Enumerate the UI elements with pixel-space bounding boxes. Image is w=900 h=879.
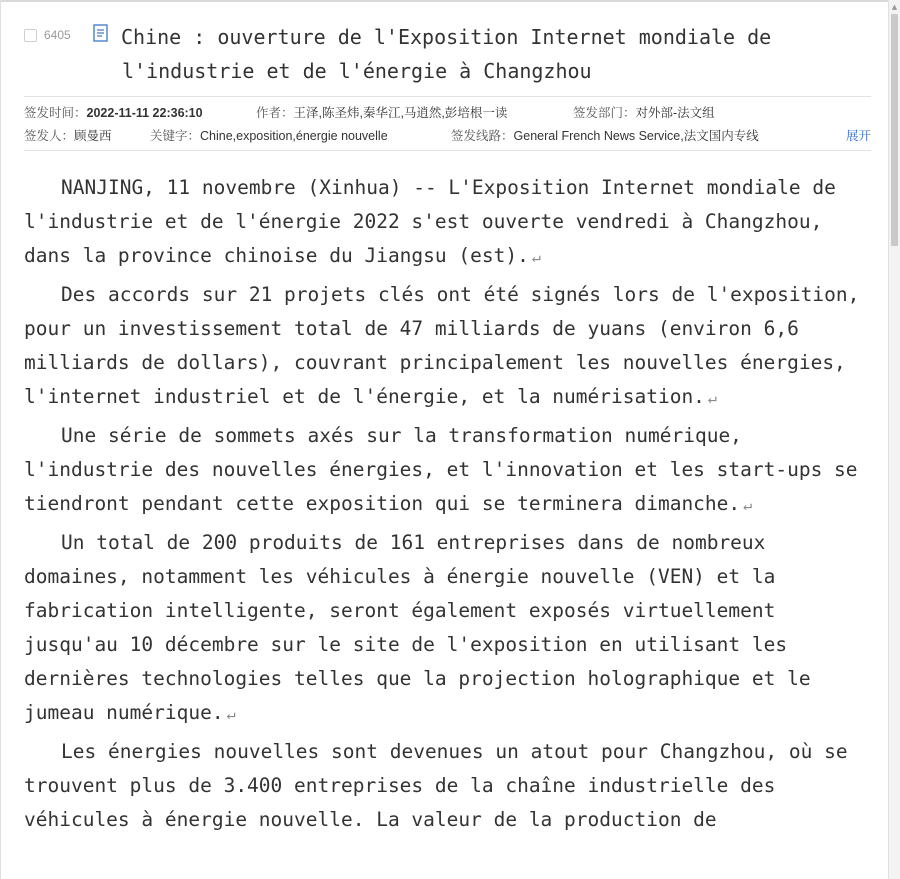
paragraph: [24, 171, 876, 274]
meta-divider: [24, 150, 871, 151]
author-value: 王泽,陈圣炜,秦华江,马逍然,彭培根一读: [293, 106, 508, 120]
article-id: 6405: [44, 28, 71, 42]
paragraph-mark-icon: ↵: [226, 705, 236, 723]
issue-time: [24, 102, 203, 125]
issue-time-value: 2022-11-11 22:36:10: [86, 106, 203, 120]
article-metadata: [24, 96, 871, 151]
scrollbar-thumb[interactable]: [891, 14, 898, 246]
meta-row-1: [24, 102, 871, 125]
author: [256, 102, 507, 125]
paragraph-mark-icon: ↵: [531, 248, 541, 266]
department-value: 对外部-法文组: [635, 106, 715, 120]
author-label: 作者：: [256, 106, 294, 120]
distribution-line-label: 签发线路：: [451, 129, 514, 143]
paragraph-text: NANJING, 11 novembre (Xinhua) -- L'Exposition Internet mondiale de l'industrie et de l'énergie 2022 s'est ouverte vendredi à Changzhou, dans la province chinoise du Jiangsu (est).: [24, 176, 836, 267]
vertical-scrollbar[interactable]: [888, 0, 900, 879]
department-label: 签发部门：: [573, 106, 636, 120]
paragraph: [24, 278, 876, 415]
paragraph: [24, 419, 876, 522]
article-title-text: Chine : ouverture de l'Exposition Internet mondiale de l'industrie et de l'énergie à Changzhou: [121, 25, 772, 83]
paragraph-text: Une série de sommets axés sur la transformation numérique, l'industrie des nouvelles énergies, et l'innovation et les start-ups se tiendront pendant cette exposition qui se terminera dimanche.: [24, 424, 858, 515]
issuer-label: 签发人：: [24, 129, 75, 143]
window-left-border: [0, 0, 1, 879]
distribution-line-value: General French News Service,法文国内专线: [513, 129, 759, 143]
distribution-line: [451, 125, 759, 148]
document-icon: [93, 24, 108, 42]
meta-row-2: [24, 125, 871, 148]
paragraph-mark-icon: ↵: [707, 389, 717, 407]
article-header: [24, 20, 874, 88]
issue-time-label: 签发时间：: [24, 106, 87, 120]
issuer-value: 顾曼西: [74, 129, 112, 143]
paragraph-text: Un total de 200 produits de 161 entreprises dans de nombreux domaines, notamment les véhicules à énergie nouvelle (VEN) et la fabrication intelligente, seront également exposés virtuellement jusqu'au 10 décembre sur le site de l'exposition en utilisant les dernières technologies telles que la projection holographique et le jumeau numérique.: [24, 531, 811, 724]
paragraph-text: Les énergies nouvelles sont devenues un atout pour Changzhou, où se trouvent plus de 3.400 entreprises de la chaîne industrielle des véhicules à énergie nouvelle. La valeur de la production de: [24, 740, 848, 831]
paragraph-mark-icon: ↵: [743, 496, 753, 514]
article-title[interactable]: [24, 20, 874, 88]
department: [573, 102, 715, 125]
keywords-label: 关键字：: [150, 129, 201, 143]
paragraph: [24, 526, 876, 731]
select-checkbox[interactable]: [24, 29, 37, 42]
issuer: [24, 125, 112, 148]
keywords-value: Chine,exposition,énergie nouvelle: [200, 129, 388, 143]
article-body: [24, 171, 876, 841]
window-top-border: [0, 0, 900, 2]
paragraph-text: Des accords sur 21 projets clés ont été signés lors de l'exposition, pour un investissement total de 47 milliards de yuans (environ 6,6 milliards de dollars), couvrant principalement les nouvelles énergies, l'internet industriel et de l'énergie, et la numérisation.: [24, 283, 860, 408]
scroll-up-arrow-icon[interactable]: ▲: [891, 3, 898, 11]
expand-link[interactable]: 展开: [845, 129, 871, 143]
keywords: [150, 125, 388, 148]
paragraph: [24, 735, 876, 837]
